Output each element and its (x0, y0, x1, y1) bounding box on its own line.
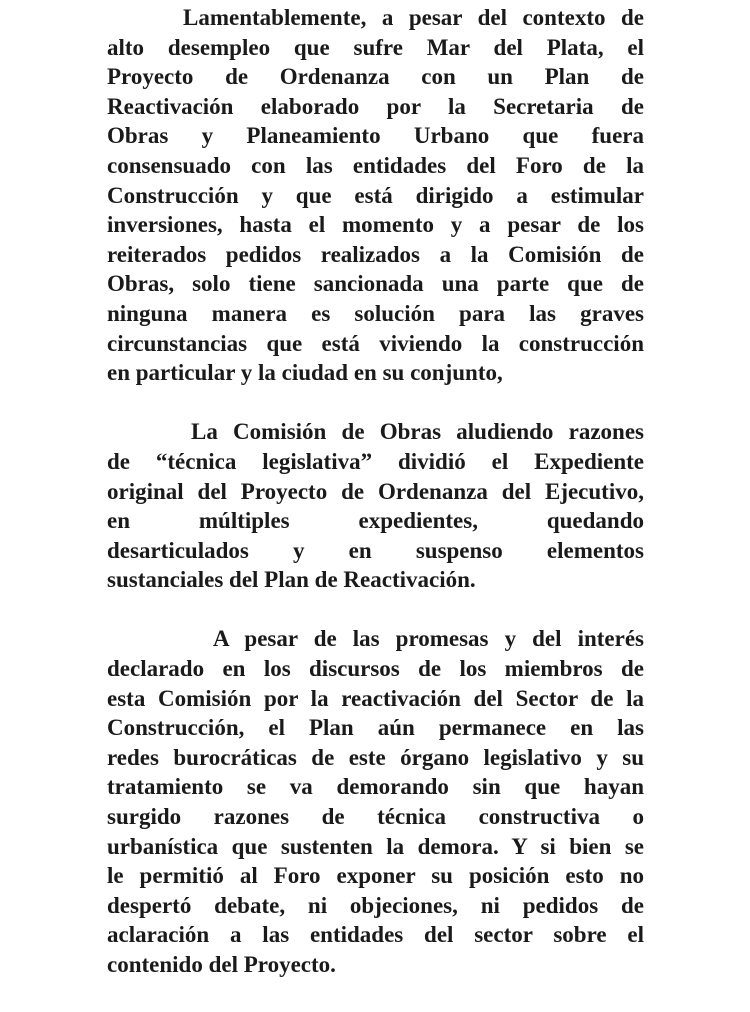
text-line: Construcción y que está dirigido a estimular (107, 182, 644, 208)
text-line: en múltiples expedientes, quedando (107, 508, 644, 534)
text-line: inversiones, hasta el momento y a pesar de los (107, 212, 644, 238)
text-line: alto desempleo que sufre Mar del Plata, el (107, 34, 644, 60)
text-line: Lamentablemente, a pesar del contexto de (183, 5, 644, 30)
text-line: reiterados pedidos realizados a la Comisión de (107, 241, 644, 267)
text-line: urbanística que sustenten la demora. Y si bien se (107, 833, 644, 859)
text-line: Construcción, el Plan aún permanece en las (107, 715, 644, 741)
text-line: contenido del Proyecto. (107, 952, 336, 977)
text-line: tratamiento se va demorando sin que hayan (107, 774, 644, 800)
text-line: esta Comisión por la reactivación del Sector de la (107, 685, 644, 711)
text-line: le permitió al Foro exponer su posición esto no (107, 863, 644, 889)
paragraph-spacer (107, 595, 644, 625)
paragraph-spacer (107, 388, 644, 418)
text-line: de “técnica legislativa” dividió el Expediente (107, 448, 644, 474)
text-line: declarado en los discursos de los miembros de (107, 656, 644, 682)
text-line: Obras y Planeamiento Urbano que fuera (107, 123, 644, 149)
text-line: original del Proyecto de Ordenanza del Ejecutivo, (107, 478, 644, 504)
text-line: consensuado con las entidades del Foro de la (107, 152, 644, 178)
text-line: surgido razones de técnica constructiva o (107, 804, 644, 830)
text-line: Proyecto de Ordenanza con un Plan de (107, 64, 644, 90)
paragraph-1 (107, 3, 644, 388)
text-line: en particular y la ciudad en su conjunto, (107, 360, 503, 386)
text-line: despertó debate, ni objeciones, ni pedidos de (107, 892, 644, 918)
paragraph-3 (107, 624, 644, 979)
text-line: redes burocráticas de este órgano legislativo y su (107, 744, 644, 770)
text-line: sustanciales del Plan de Reactivación. (107, 567, 476, 593)
text-line: La Comisión de Obras aludiendo razones (191, 419, 644, 445)
text-line: desarticulados y en suspenso elementos (107, 537, 644, 563)
text-line: Reactivación elaborado por la Secretaria de (107, 93, 644, 119)
paragraph-2 (107, 417, 644, 595)
text-line: Obras, solo tiene sancionada una parte que de (107, 271, 644, 297)
text-line: ninguna manera es solución para las graves (107, 300, 644, 326)
text-line: A pesar de las promesas y del interés (213, 626, 644, 652)
text-line: circunstancias que está viviendo la construcción (107, 330, 644, 356)
text-line: aclaración a las entidades del sector sobre el (107, 922, 644, 948)
